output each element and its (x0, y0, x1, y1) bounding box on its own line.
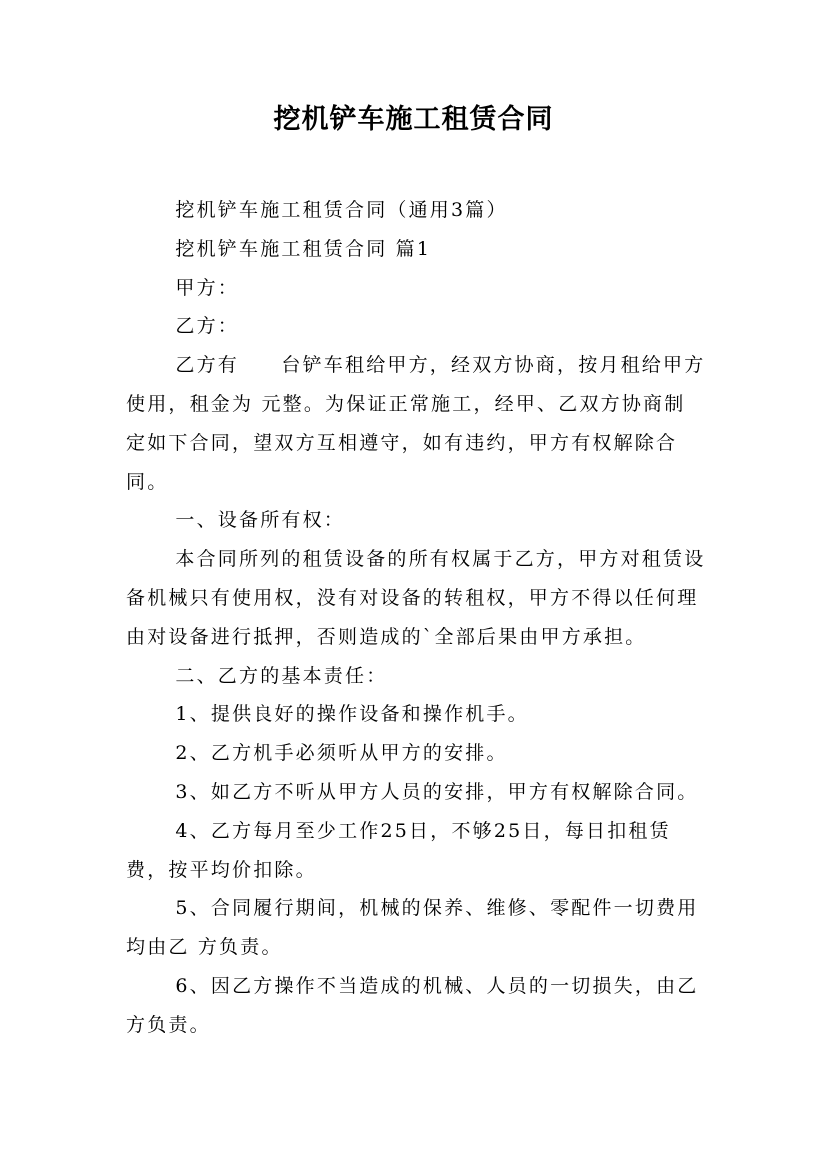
paragraph-clause-1-body: 本合同所列的租赁设备的所有权属于乙方，甲方对租赁设备机械只有使用权，没有对设备的转租权，甲方不得以任何理由对设备进行抵押，否则造成的`全部后果由甲方承担。 (126, 548, 706, 648)
paragraph-item-2: 2、乙方机手必须听从甲方的安排。 (175, 742, 508, 765)
paragraph-subtitle: 挖机铲车施工租赁合同（通用3篇） (175, 199, 508, 221)
paragraph-intro: 乙方有 台铲车租给甲方，经双方协商，按月租给甲方使用，租金为 元整。为保证正常施工，经甲、乙双方协商制定如下合同，望双方互相遵守，如有违约，甲方有权解除合同。 (126, 354, 706, 493)
document-title: 挖机铲车施工租赁合同 (273, 104, 554, 135)
paragraph-item-3: 3、如乙方不听从甲方人员的安排，甲方有权解除合同。 (175, 780, 699, 803)
paragraph-item-4: 4、乙方每月至少工作25日，不够25日，每日扣租赁费，按平均价扣除。 (126, 819, 671, 881)
paragraph-item-1: 1、提供良好的操作设备和操作机手。 (175, 703, 529, 726)
paragraph-clause-2-heading: 二、乙方的基本责任： (175, 664, 388, 687)
paragraph-item-6: 6、因乙方操作不当造成的机械、人员的一切损失，由乙方负责。 (126, 974, 699, 1036)
document-body (126, 191, 706, 1045)
paragraph-section-heading: 挖机铲车施工租赁合同 篇1 (175, 237, 432, 260)
paragraph-party-b: 乙方： (175, 315, 239, 338)
paragraph-clause-1-heading: 一、设备所有权： (175, 509, 345, 532)
paragraph-party-a: 甲方： (175, 276, 239, 299)
paragraph-item-5: 5、合同履行期间，机械的保养、维修、零配件一切费用均由乙 方负责。 (126, 897, 699, 959)
